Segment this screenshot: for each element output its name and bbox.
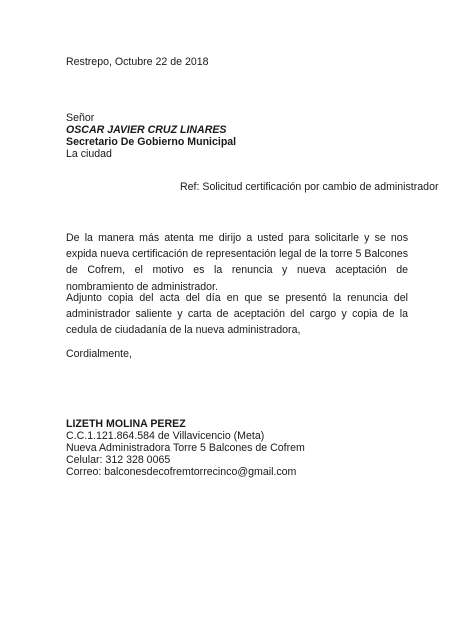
signature-email: Correo: balconesdecofremtorrecinco@gmail.com [66,466,297,478]
signature-phone: Celular: 312 328 0065 [66,454,171,466]
recipient-city: La ciudad [66,148,112,160]
recipient-name: OSCAR JAVIER CRUZ LINARES [66,124,227,136]
reference-line: Ref: Solicitud certificación por cambio de administrador [180,181,439,193]
recipient-salutation: Señor [66,112,95,124]
closing: Cordialmente, [66,348,132,360]
body-paragraph-1: De la manera más atenta me dirijo a usted para solicitarle y se nos expida nueva certificación de representación legal de la torre 5 Balcones de Cofrem, el motivo es la renuncia y nueva aceptación de nombramiento de administrador. [66,232,408,293]
recipient-position: Secretario De Gobierno Municipal [66,136,237,148]
signature-title: Nueva Administradora Torre 5 Balcones de Cofrem [66,442,305,454]
place-date: Restrepo, Octubre 22 de 2018 [66,56,209,68]
body-paragraph-2: Adjunto copia del acta del día en que se presentó la renuncia del administrador saliente y carta de aceptación del cargo y copia de la cedula de ciudadanía de la nueva administradora, [66,292,408,337]
signature-id: C.C.1.121.864.584 de Villavicencio (Meta) [66,430,265,442]
signature-name: LIZETH MOLINA PEREZ [66,418,186,430]
